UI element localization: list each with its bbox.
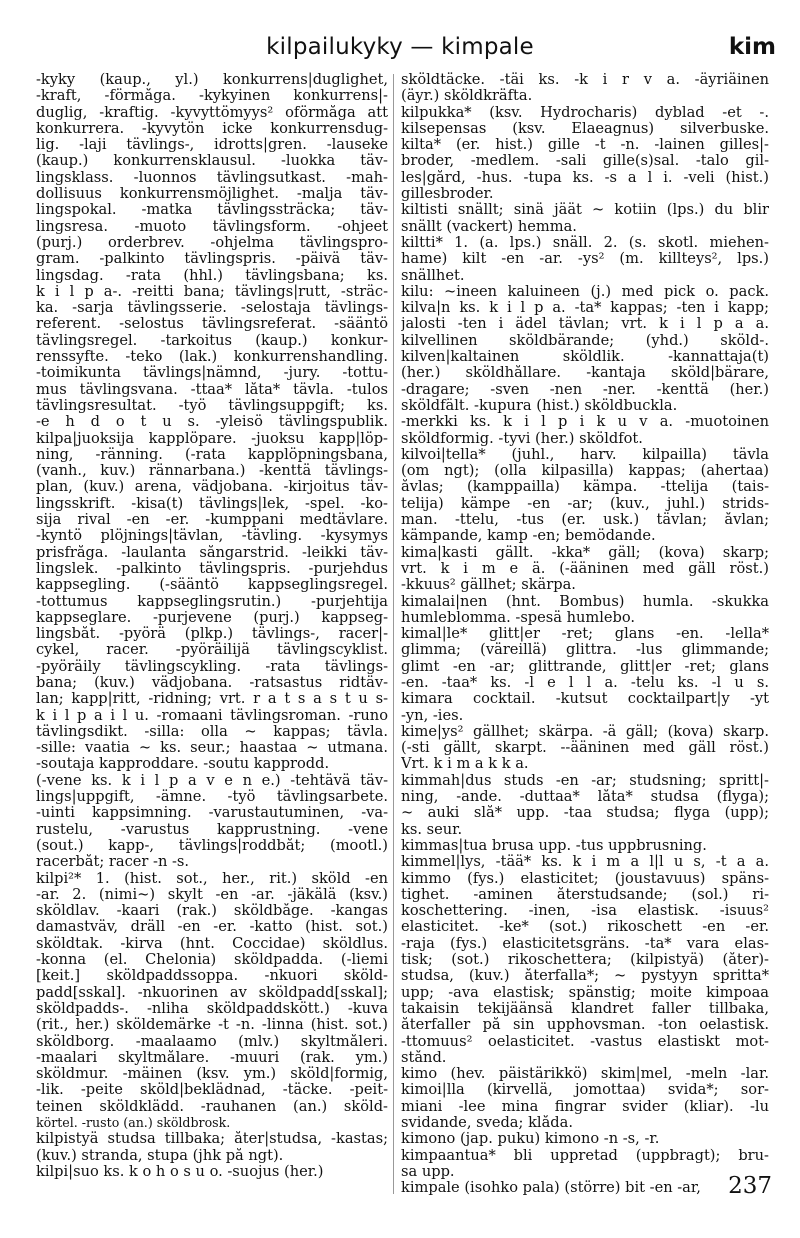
dictionary-line: vrt. k i m e ä. (-ääninen med gäll röst.) bbox=[401, 560, 769, 577]
dictionary-line: tävlingsdikt. -silla: olla ~ kappas; tävla. bbox=[36, 723, 388, 740]
dictionary-line: konkurrera. -kyvytön icke konkurrensdug- bbox=[36, 120, 388, 137]
dictionary-line: sköldmur. -mäinen (ksv. ym.) sköld|formig, bbox=[36, 1066, 388, 1083]
dictionary-line: lig. -laji tävlings-, idrotts|gren. -lauseke bbox=[36, 137, 388, 154]
dictionary-line: kiltisti snällt; sinä jäät ~ kotiin (lps.) du blir bbox=[401, 202, 769, 219]
dictionary-line: kilpa|juoksija kapplöpare. -juoksu kapp|löp- bbox=[36, 430, 388, 447]
dictionary-line: kimmah|dus studs -en -ar; studsning; spritt|- bbox=[401, 772, 769, 789]
dictionary-line: lingsbåt. -pyörä (plkp.) tävlings-, racer|- bbox=[36, 626, 388, 643]
dictionary-line: sköldlav. -kaari (rak.) sköldbåge. -kangas bbox=[36, 903, 388, 920]
dictionary-line: kilpistyä studsa tillbaka; åter|studsa, -kastas; bbox=[36, 1131, 388, 1148]
dictionary-line: -sille: vaatia ~ ks. seur.; haastaa ~ utmana. bbox=[36, 740, 388, 757]
dictionary-line: lingsskrift. -kisa(t) tävlings|lek, -spel. -ko- bbox=[36, 495, 388, 512]
dictionary-line: sa upp. bbox=[401, 1163, 455, 1180]
dictionary-line: glimt -en -ar; glittrande, glitt|er -ret; glans bbox=[401, 658, 769, 675]
right-column bbox=[401, 72, 769, 1196]
dictionary-line: tävlingsregel. -tarkoitus (kaup.) konkur- bbox=[36, 332, 388, 349]
dictionary-line: -konna (el. Chelonia) sköldpadda. (-liemi bbox=[36, 952, 388, 969]
dictionary-line: -pyöräily tävlingscykling. -rata tävlings- bbox=[36, 658, 388, 675]
dictionary-line: [keit.] sköldpaddssoppa. -nkuori sköld- bbox=[36, 968, 388, 985]
dictionary-line: kilsepensas (ksv. Elaeagnus) silverbuske. bbox=[401, 120, 769, 137]
dictionary-line: lingslek. -palkinto tävlingspris. -purjehdus bbox=[36, 560, 388, 577]
dictionary-line: -kyky (kaup., yl.) konkurrens|duglighet, bbox=[36, 72, 388, 88]
dictionary-line: mus tävlingsvana. -ttaa* låta* tävla. -tulos bbox=[36, 381, 388, 398]
dictionary-line: kimalai|nen (hnt. Bombus) humla. -skukka bbox=[401, 593, 769, 610]
dictionary-line: -ttomuus² oelasticitet. -vastus elastiskt mot- bbox=[401, 1033, 769, 1050]
dictionary-line: humleblomma. -spesä humlebo. bbox=[401, 609, 636, 626]
dictionary-line: -ar. 2. (nimi~) skylt -en -ar. -jäkälä (ksv.) bbox=[36, 886, 388, 903]
dictionary-line: sköldborg. -maalaamo (mlv.) skyltmåleri. bbox=[36, 1033, 388, 1050]
dictionary-line: kimpaantua* bli uppretad (uppbragt); bru- bbox=[401, 1147, 769, 1164]
dictionary-line: sköldtak. -kirva (hnt. Coccidae) sköldlus. bbox=[36, 935, 388, 952]
dictionary-line: ~ auki slå* upp. -taa studsa; flyga (upp); bbox=[401, 805, 769, 822]
dictionary-line: tävlingsresultat. -työ tävlingsuppgift; ks. bbox=[36, 397, 388, 414]
page-number: 237 bbox=[728, 1173, 772, 1199]
dictionary-line: k i l p a i l u. -romaani tävlingsroman. -runo bbox=[36, 707, 388, 724]
dictionary-line: -dragare; -sven -nen -ner. -kenttä (her.) bbox=[401, 381, 769, 398]
dictionary-line: elasticitet. -ke* (sot.) rikoschett -en -er. bbox=[401, 919, 769, 936]
dictionary-line: (rit., her.) sköldemärke -t -n. -linna (hist. sot.) bbox=[36, 1017, 388, 1034]
dictionary-line: kilvellinen sköldbärande; (yhd.) sköld-. bbox=[401, 332, 769, 349]
dictionary-line: (vanh., kuv.) rännarbana.) -kenttä tävlings- bbox=[36, 463, 388, 480]
dictionary-line: referent. -selostus tävlingsreferat. -sääntö bbox=[36, 316, 388, 333]
dictionary-line: kimoi|lla (kirvellä, jomottaa) svida*; sor- bbox=[401, 1082, 769, 1099]
dictionary-line: -e h d o t u s. -yleisö tävlingspublik. bbox=[36, 414, 388, 431]
dictionary-line: tisk; (sot.) rikoschettera; (kilpistyä) (åter)- bbox=[401, 952, 769, 969]
dictionary-line: kappsegling. (-sääntö kappseglingsregel. bbox=[36, 577, 388, 594]
dictionary-line: -kyntö plöjnings|tävlan, -tävling. -kysymys bbox=[36, 528, 388, 545]
dictionary-line: ks. seur. bbox=[401, 821, 463, 838]
dictionary-line: tighet. -aminen återstudsande; (sol.) ri- bbox=[401, 886, 769, 903]
dictionary-line: (kaup.) konkurrensklausul. -luokka täv- bbox=[36, 153, 388, 170]
dictionary-line: (her.) sköldhållare. -kantaja sköld|bärare, bbox=[401, 365, 769, 382]
dictionary-line: man. -ttelu, -tus (er. usk.) tävlan; åvlan; bbox=[401, 512, 769, 529]
dictionary-line: studsa, (kuv.) återfalla*; ~ pystyyn spritta* bbox=[401, 968, 769, 985]
dictionary-line: takaisin tekijäänsä klandret faller tillbaka, bbox=[401, 1000, 769, 1017]
dictionary-line: Vrt. k i m a k k a. bbox=[401, 756, 529, 773]
dictionary-line: kimal|le* glitt|er -ret; glans -en. -lella* bbox=[401, 626, 769, 643]
dictionary-line: kimo (hev. päistärikkö) skim|mel, -meln -lar. bbox=[401, 1066, 769, 1083]
dictionary-line: teinen sköldklädd. -rauhanen (an.) sköld- bbox=[36, 1098, 388, 1115]
dictionary-line: telija) kämpe -en -ar; (kuv., juhl.) strids- bbox=[401, 495, 769, 512]
dictionary-line: sköldtäcke. -täi ks. -k i r v a. -äyriäinen bbox=[401, 72, 769, 88]
dictionary-line: gillesbroder. bbox=[401, 186, 494, 203]
dictionary-line: kimmel|lys, -tää* ks. k i m a l|l u s, -t a a. bbox=[401, 854, 769, 871]
dictionary-line: ning, -ande. -duttaa* låta* studsa (flyga); bbox=[401, 789, 769, 806]
running-header: kilpailukyky — kimpale bbox=[266, 34, 534, 60]
dictionary-line: kilvoi|tella* (juhl., harv. kilpailla) tävla bbox=[401, 446, 769, 463]
dictionary-line: damastväv, dräll -en -er. -katto (hist. sot.) bbox=[36, 919, 388, 936]
dictionary-line: ning, -ränning. (-rata kapplöpningsbana, bbox=[36, 446, 388, 463]
dictionary-line: rustelu, -varustus kapprustning. -vene bbox=[36, 821, 388, 838]
dictionary-line: kima|kasti gällt. -kka* gäll; (kova) skarp; bbox=[401, 544, 769, 561]
dictionary-line: lan; kapp|ritt, -ridning; vrt. r a t s a s t u s- bbox=[36, 691, 388, 708]
dictionary-line: kiltti* 1. (a. lps.) snäll. 2. (s. skotl. miehen- bbox=[401, 234, 769, 251]
dictionary-line: cykel, racer. -pyöräilijä tävlingscyklist. bbox=[36, 642, 388, 659]
dictionary-line: sija rival -en -er. -kumppani medtävlare. bbox=[36, 512, 388, 529]
dictionary-line: stånd. bbox=[401, 1049, 447, 1066]
dictionary-line: -merkki ks. k i l p i k u v a. -muotoinen bbox=[401, 414, 769, 431]
dictionary-line: -toimikunta tävlings|nämnd, -jury. -tottu- bbox=[36, 365, 388, 382]
dictionary-line: lingsresa. -muoto tävlingsform. -ohjeet bbox=[36, 218, 388, 235]
dictionary-line: plan, (kuv.) arena, vädjobana. -kirjoitus täv- bbox=[36, 479, 388, 496]
dictionary-line: kilpukka* (ksv. Hydrocharis) dyblad -et -. bbox=[401, 104, 769, 121]
dictionary-line: k i l p a-. -reitti bana; tävlings|rutt, -sträc- bbox=[36, 283, 388, 300]
dictionary-line: kimmo (fys.) elasticitet; (joustavuus) späns- bbox=[401, 870, 769, 887]
dictionary-line: -maalari skyltmålare. -muuri (rak. ym.) bbox=[36, 1049, 388, 1066]
dictionary-line: -uinti kappsimning. -varustautuminen, -va- bbox=[36, 805, 388, 822]
dictionary-line: les|gård, -hus. -tupa ks. -s a l i. -veli (hist.) bbox=[401, 169, 769, 186]
dictionary-line: sköldformig. -tyvi (her.) sköldfot. bbox=[401, 430, 643, 447]
dictionary-line: prisfråga. -laulanta sångarstrid. -leikki täv- bbox=[36, 544, 388, 561]
dictionary-line: återfaller på sin upphovsman. -ton oelastisk. bbox=[401, 1017, 769, 1034]
left-column bbox=[36, 72, 388, 1180]
dictionary-line: koschettering. -inen, -isa elastisk. -isuus² bbox=[401, 903, 769, 920]
dictionary-line: lingsdag. -rata (hhl.) tävlingsbana; ks. bbox=[36, 267, 388, 284]
dictionary-line: kimono (jap. puku) kimono -n -s, -r. bbox=[401, 1131, 660, 1148]
dictionary-line: snällhet. bbox=[401, 267, 465, 284]
dictionary-line: -kkuus² gällhet; skärpa. bbox=[401, 577, 576, 594]
dictionary-line: ka. -sarja tävlingsserie. -selostaja tävlings- bbox=[36, 300, 388, 317]
dictionary-line: lings|uppgift, -ämne. -työ tävlingsarbete. bbox=[36, 789, 388, 806]
dictionary-line: -tottumus kappseglingsrutin.) -purjehtija bbox=[36, 593, 388, 610]
dictionary-line: kämpande, kamp -en; bemödande. bbox=[401, 528, 656, 545]
dictionary-line: jalosti -ten i ädel tävlan; vrt. k i l p a a. bbox=[401, 316, 769, 333]
dictionary-line: lingsklass. -luonnos tävlingsutkast. -mah- bbox=[36, 169, 388, 186]
dictionary-line: bana; (kuv.) vädjobana. -ratsastus ridtäv- bbox=[36, 674, 388, 691]
dictionary-line: snällt (vackert) hemma. bbox=[401, 218, 577, 235]
dictionary-line: kilva|n ks. k i l p a. -ta* kappas; -ten i kapp; bbox=[401, 300, 769, 317]
dictionary-line: -yn, -ies. bbox=[401, 707, 464, 724]
guide-word: kim bbox=[728, 34, 776, 60]
dictionary-line: körtel. -rusto (an.) sköldbrosk. bbox=[36, 1115, 231, 1130]
dictionary-line: åvlas; (kamppailla) kämpa. -ttelija (tais- bbox=[401, 479, 769, 496]
dictionary-line: sköldfält. -kupura (hist.) sköldbuckla. bbox=[401, 397, 678, 414]
dictionary-line: broder, -medlem. -sali gille(s)sal. -talo gil- bbox=[401, 153, 769, 170]
dictionary-line: (purj.) orderbrev. -ohjelma tävlingspro- bbox=[36, 234, 388, 251]
dictionary-line: -raja (fys.) elasticitetsgräns. -ta* vara elas- bbox=[401, 935, 769, 952]
dictionary-line: racerbåt; racer -n -s. bbox=[36, 854, 190, 871]
dictionary-line: (äyr.) sköldkräfta. bbox=[401, 88, 533, 105]
dictionary-line: gram. -palkinto tävlingspris. -päivä täv- bbox=[36, 251, 388, 268]
dictionary-line: svidande, sveda; klåda. bbox=[401, 1115, 573, 1131]
dictionary-line: kimmas|tua brusa upp. -tus uppbrusning. bbox=[401, 837, 707, 854]
dictionary-line: duglig, -kraftig. -kyvyttömyys² oförmåga att bbox=[36, 104, 388, 121]
dictionary-line: lingspokal. -matka tävlingssträcka; täv- bbox=[36, 202, 388, 219]
dictionary-line: (kuv.) stranda, stupa (jhk på ngt). bbox=[36, 1147, 284, 1164]
dictionary-line: (om ngt); (olla kilpasilla) kappas; (ahertaa) bbox=[401, 463, 769, 480]
dictionary-line: kappseglare. -purjevene (purj.) kappseg- bbox=[36, 609, 388, 626]
dictionary-line: -soutaja kapproddare. -soutu kapprodd. bbox=[36, 756, 330, 773]
dictionary-line: miani -lee mina fingrar svider (kliar). -lu bbox=[401, 1098, 769, 1115]
dictionary-line: (sout.) kapp-, tävlings|roddbåt; (mootl.) bbox=[36, 837, 388, 854]
dictionary-line: kimara cocktail. -kutsut cocktailpart|y -yt bbox=[401, 691, 769, 708]
dictionary-line: kilta* (er. hist.) gille -t -n. -lainen gilles|- bbox=[401, 137, 769, 154]
dictionary-line: renssyfte. -teko (lak.) konkurrenshandling. bbox=[36, 349, 388, 366]
dictionary-line: kilu: ~ineen kaluineen (j.) med pick o. pack. bbox=[401, 283, 769, 300]
dictionary-line: kilpi²* 1. (hist. sot., her., rit.) sköld -en bbox=[36, 870, 388, 887]
dictionary-line: kime|ys² gällhet; skärpa. -ä gäll; (kova) skarp. bbox=[401, 723, 769, 740]
dictionary-line: (-vene ks. k i l p a v e n e.) -tehtävä täv- bbox=[36, 772, 388, 789]
dictionary-line: dollisuus konkurrensmöjlighet. -malja täv- bbox=[36, 186, 388, 203]
dictionary-line: -en. -taa* ks. -l e l l a. -telu ks. -l u s. bbox=[401, 674, 769, 691]
dictionary-line: -kraft, -förmåga. -kykyinen konkurrens|- bbox=[36, 88, 388, 105]
column-divider bbox=[393, 74, 394, 1194]
dictionary-line: (-sti gällt, skarpt. --ääninen med gäll röst.) bbox=[401, 740, 769, 757]
dictionary-line: padd[sskal]. -nkuorinen av sköldpadd[sskal]; bbox=[36, 984, 388, 1001]
dictionary-line: upp; -ava elastisk; spänstig; moite kimpoaa bbox=[401, 984, 769, 1001]
dictionary-line: glimma; (väreillä) glittra. -lus glimmande; bbox=[401, 642, 769, 659]
dictionary-line: -lik. -peite sköld|beklädnad, -täcke. -peit- bbox=[36, 1082, 388, 1099]
dictionary-line: kilven|kaltainen sköldlik. -kannattaja(t) bbox=[401, 349, 769, 366]
dictionary-line: sköldpadds-. -nliha sköldpaddskött.) -kuva bbox=[36, 1000, 388, 1017]
dictionary-line: hame) kilt -en -ar. -ys² (m. killteys², lps.) bbox=[401, 251, 769, 268]
dictionary-line: kilpi|suo ks. k o h o s u o. -suojus (her.) bbox=[36, 1163, 324, 1180]
dictionary-line: kimpale (isohko pala) (större) bit -en -ar, bbox=[401, 1180, 701, 1197]
